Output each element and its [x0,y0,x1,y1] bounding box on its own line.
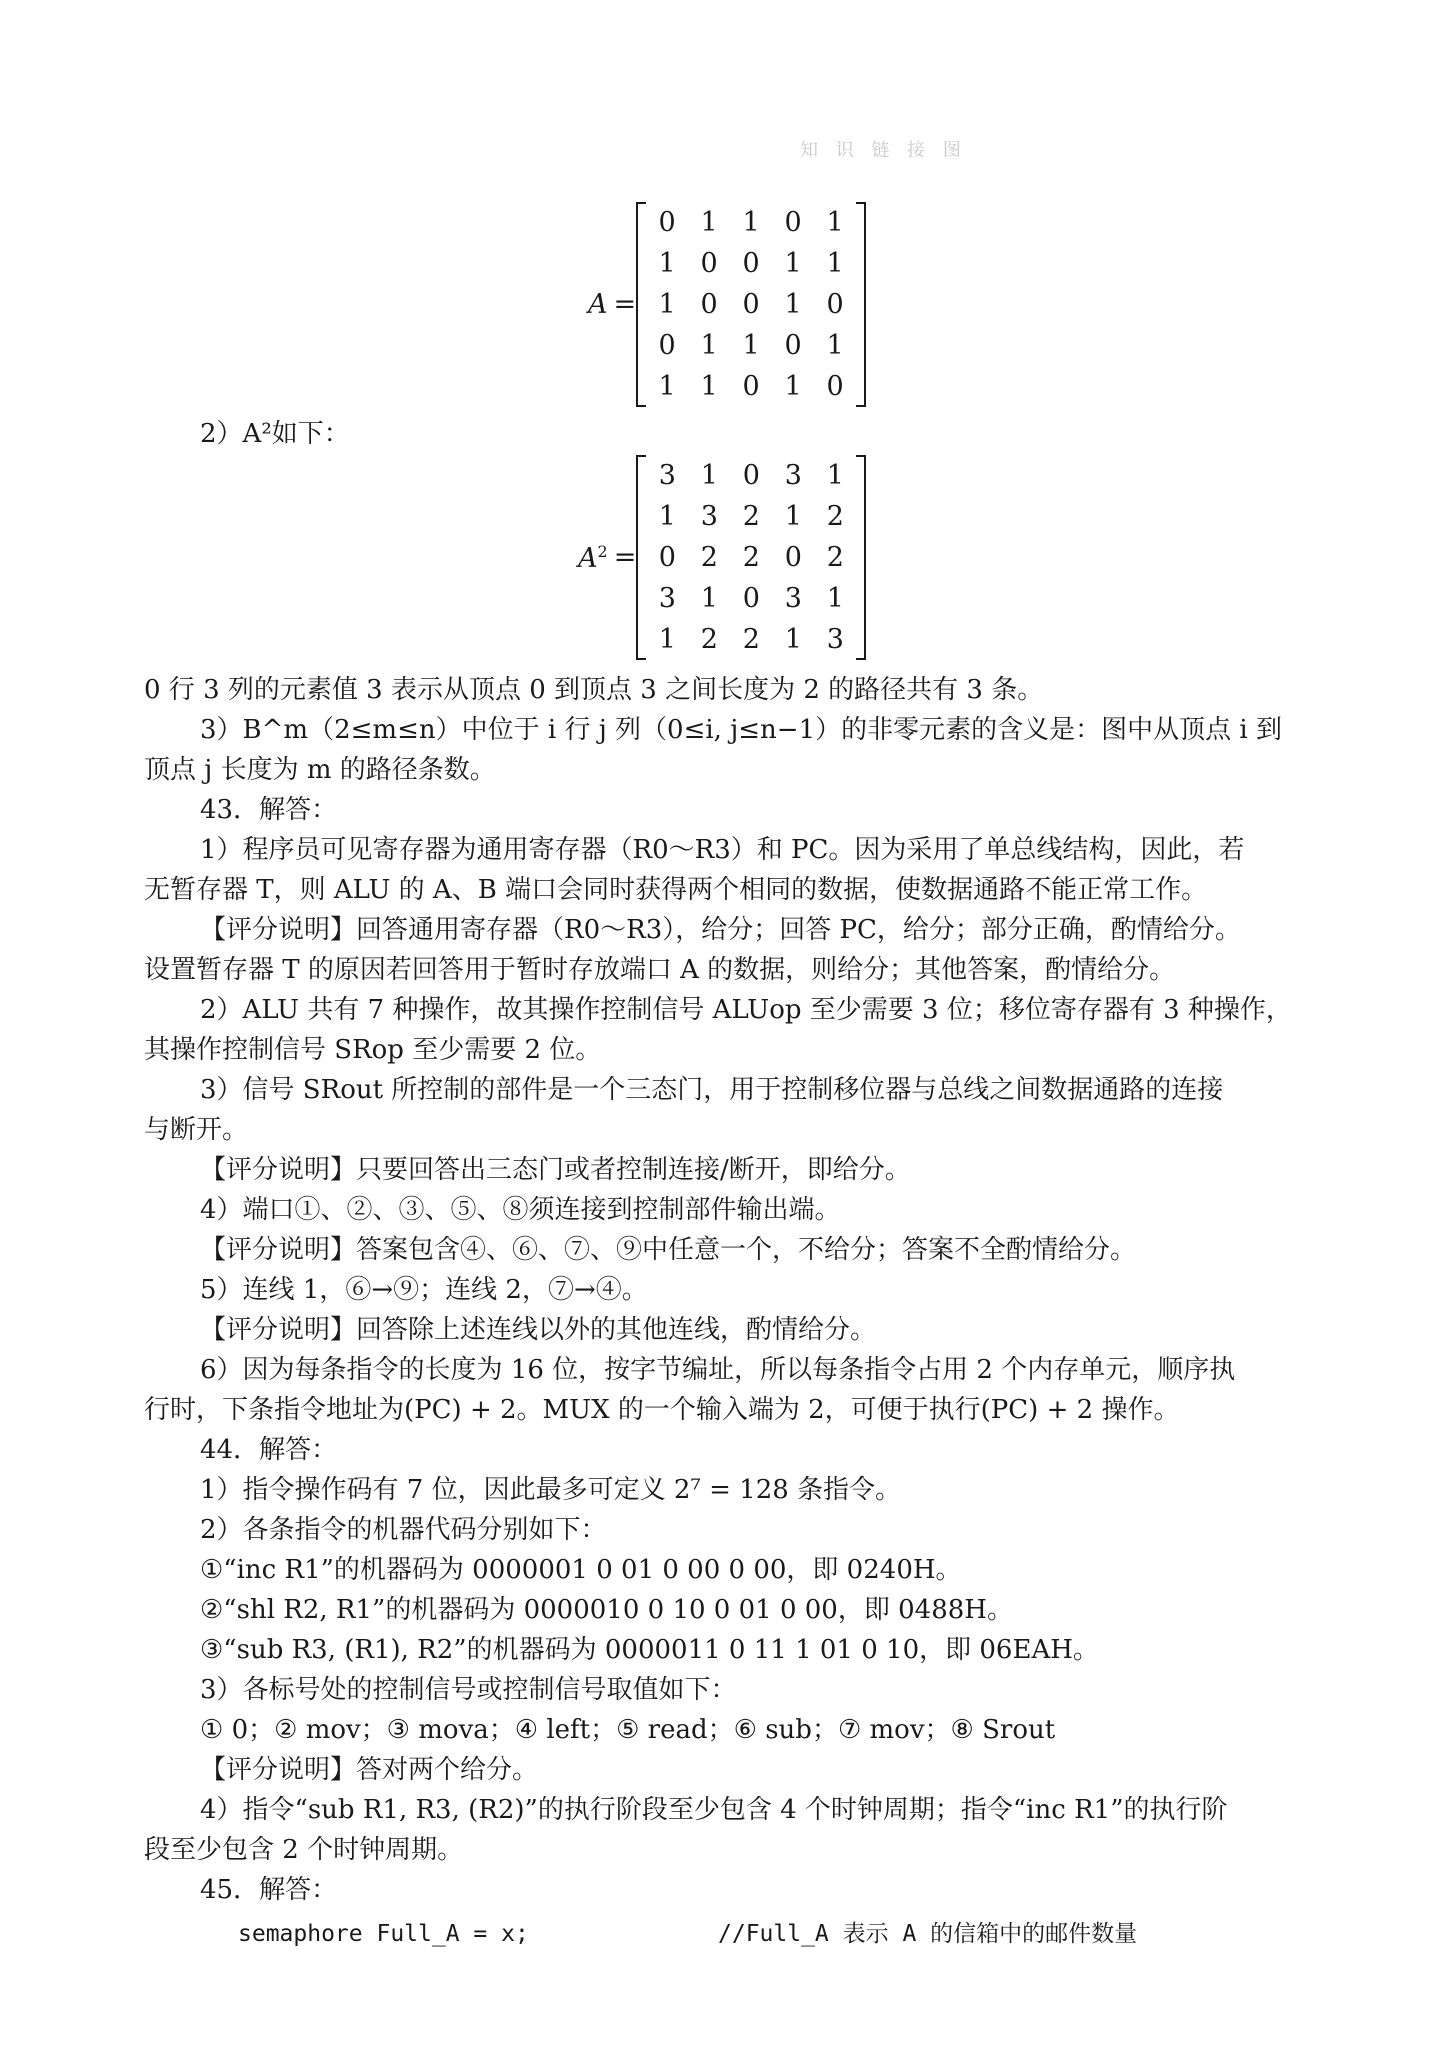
matrix-a [588,202,866,407]
matrix-cell: 2 [700,542,718,573]
matrix-cell: 1 [826,460,844,491]
matrix-cell: 1 [700,330,718,361]
matrix-row [646,366,856,407]
text-line: 0 行 3 列的元素值 3 表示从顶点 0 到顶点 3 之间长度为 2 的路径共有 3 条。 [144,675,1044,705]
matrix-cell: 3 [826,624,844,655]
matrix-cell: 1 [700,371,718,402]
matrix-row [646,325,856,366]
text-line: 3）信号 SRout 所控制的部件是一个三态门，用于控制移位器与总线之间数据通路的连接 [200,1075,1224,1105]
matrix-cell: 0 [700,248,718,279]
matrix-cell: 0 [742,371,760,402]
matrix-cell: 0 [658,207,676,238]
matrix-cell: 2 [826,501,844,532]
matrix-row [646,455,856,496]
scoring-note: 【评分说明】答对两个给分。 [200,1755,539,1785]
code-comment: //Full_A 表示 A 的信箱中的邮件数量 [718,1921,1138,1947]
text-line: 4）指令“sub R1, R3, (R2)”的执行阶段至少包含 4 个时钟周期；指令“inc R1”的执行阶 [200,1795,1228,1825]
text-line: 3）各标号处的控制信号或控制信号取值如下： [200,1675,737,1705]
text-line: 段至少包含 2 个时钟周期。 [144,1835,464,1865]
equals-sign: = [613,542,637,573]
matrix-cell: 3 [784,583,802,614]
scoring-note: 【评分说明】只要回答出三态门或者控制连接/断开，即给分。 [200,1155,911,1185]
matrix-cell: 1 [700,583,718,614]
matrix-row [646,619,856,660]
matrix-cell: 2 [742,501,760,532]
matrix-a2-table [646,455,856,660]
matrix-a2-label: $A^2$ [578,541,608,574]
text-line: 其操作控制信号 SRop 至少需要 2 位。 [144,1035,602,1065]
matrix-cell: 0 [742,289,760,320]
matrix-cell: 1 [700,460,718,491]
matrix-cell: 1 [784,624,802,655]
text-line: 6）因为每条指令的长度为 16 位，按字节编址，所以每条指令占用 2 个内存单元，顺序执 [200,1355,1236,1385]
text-line: 3）B^m（2≤m≤n）中位于 i 行 j 列（0≤i, j≤n−1）的非零元素的含义是：图中从顶点 i 到 [200,715,1282,745]
matrix-cell: 0 [658,330,676,361]
matrix-cell: 0 [742,460,760,491]
scoring-note: 【评分说明】回答除上述连线以外的其他连线，酌情给分。 [200,1315,877,1345]
matrix-cell: 1 [826,583,844,614]
matrix-cell: 0 [826,289,844,320]
matrix-cell: 1 [826,207,844,238]
matrix-cell: 2 [700,624,718,655]
matrix-cell: 0 [700,289,718,320]
matrix-cell: 0 [784,542,802,573]
matrix-cell: 1 [658,624,676,655]
text-line: ②“shl R2, R1”的机器码为 0000010 0 10 0 01 0 00，即 0488H。 [200,1595,1013,1625]
matrix-a-label: A [588,289,608,320]
text-line: 5）连线 1，⑥→⑨；连线 2，⑦→④。 [200,1275,648,1305]
text-line: 顶点 j 长度为 m 的路径条数。 [144,755,496,785]
scoring-note: 【评分说明】答案包含④、⑥、⑦、⑨中任意一个，不给分；答案不全酌情给分。 [200,1235,1137,1265]
text-line: 2）各条指令的机器代码分别如下： [200,1515,607,1545]
matrix-cell: 0 [784,207,802,238]
matrix-a-table [646,202,856,407]
matrix-row [646,496,856,537]
text-line: ①“inc R1”的机器码为 0000001 0 01 0 00 0 00，即 0240H。 [200,1555,962,1585]
text-line: 与断开。 [144,1115,249,1145]
matrix-cell: 1 [826,248,844,279]
matrix-cell: 1 [700,207,718,238]
code-statement: semaphore Full_A = x; [238,1921,529,1947]
matrix-a2-bracket [636,455,866,660]
text-line: ③“sub R3, (R1), R2”的机器码为 0000011 0 11 1 01 0 10，即 06EAH。 [200,1635,1099,1665]
matrix-cell: 3 [658,583,676,614]
matrix-cell: 0 [826,371,844,402]
text-line: 设置暂存器 T 的原因若回答用于暂时存放端口 A 的数据，则给分；其他答案，酌情给分。 [144,955,1176,985]
text-line: 1）指令操作码有 7 位，因此最多可定义 2⁷ = 128 条指令。 [200,1475,902,1505]
text-line: 4）端口①、②、③、⑤、⑧须连接到控制部件输出端。 [200,1195,841,1225]
text-line: 行时，下条指令地址为(PC) + 2。MUX 的一个输入端为 2，可便于执行(PC) + 2 操作。 [144,1395,1180,1425]
equals-sign: = [613,289,637,320]
matrix-cell: 1 [658,371,676,402]
matrix-cell: 1 [826,330,844,361]
matrix-cell: 1 [784,501,802,532]
matrix-cell: 1 [784,289,802,320]
matrix-a-bracket [636,202,866,407]
a2-heading: 2）A²如下： [200,419,350,449]
page-header-mark: 知 识 链 接 图 [800,140,967,161]
scoring-note: 【评分说明】回答通用寄存器（R0～R3），给分；回答 PC，给分；部分正确，酌情给分。 [200,915,1241,945]
matrix-cell: 2 [742,542,760,573]
matrix-cell: 1 [784,248,802,279]
matrix-cell: 3 [700,501,718,532]
text-line: 2）ALU 共有 7 种操作，故其操作控制信号 ALUop 至少需要 3 位；移位寄存器有 3 种操作， [200,995,1292,1025]
matrix-cell: 1 [658,501,676,532]
matrix-cell: 0 [784,330,802,361]
matrix-a2 [578,455,866,660]
matrix-row [646,243,856,284]
text-line: 1）程序员可见寄存器为通用寄存器（R0～R3）和 PC。因为采用了单总线结构，因此，若 [200,835,1245,865]
matrix-cell: 1 [658,248,676,279]
matrix-cell: 3 [658,460,676,491]
matrix-row [646,284,856,325]
section-heading-45: 45．解答： [200,1875,338,1905]
matrix-row [646,537,856,578]
matrix-cell: 0 [658,542,676,573]
matrix-cell: 1 [658,289,676,320]
text-line: ① 0；② mov；③ mova；④ left；⑤ read；⑥ sub；⑦ mov；⑧ Srout [200,1715,1056,1745]
section-heading-43: 43．解答： [200,795,338,825]
text-line: 无暂存器 T，则 ALU 的 A、B 端口会同时获得两个相同的数据，使数据通路不能正常工作。 [144,875,1208,905]
matrix-cell: 1 [742,207,760,238]
matrix-cell: 3 [784,460,802,491]
matrix-cell: 1 [784,371,802,402]
matrix-cell: 2 [826,542,844,573]
matrix-cell: 1 [742,330,760,361]
matrix-cell: 0 [742,583,760,614]
matrix-row [646,578,856,619]
matrix-row [646,202,856,243]
section-heading-44: 44．解答： [200,1435,338,1465]
matrix-cell: 0 [742,248,760,279]
matrix-cell: 2 [742,624,760,655]
